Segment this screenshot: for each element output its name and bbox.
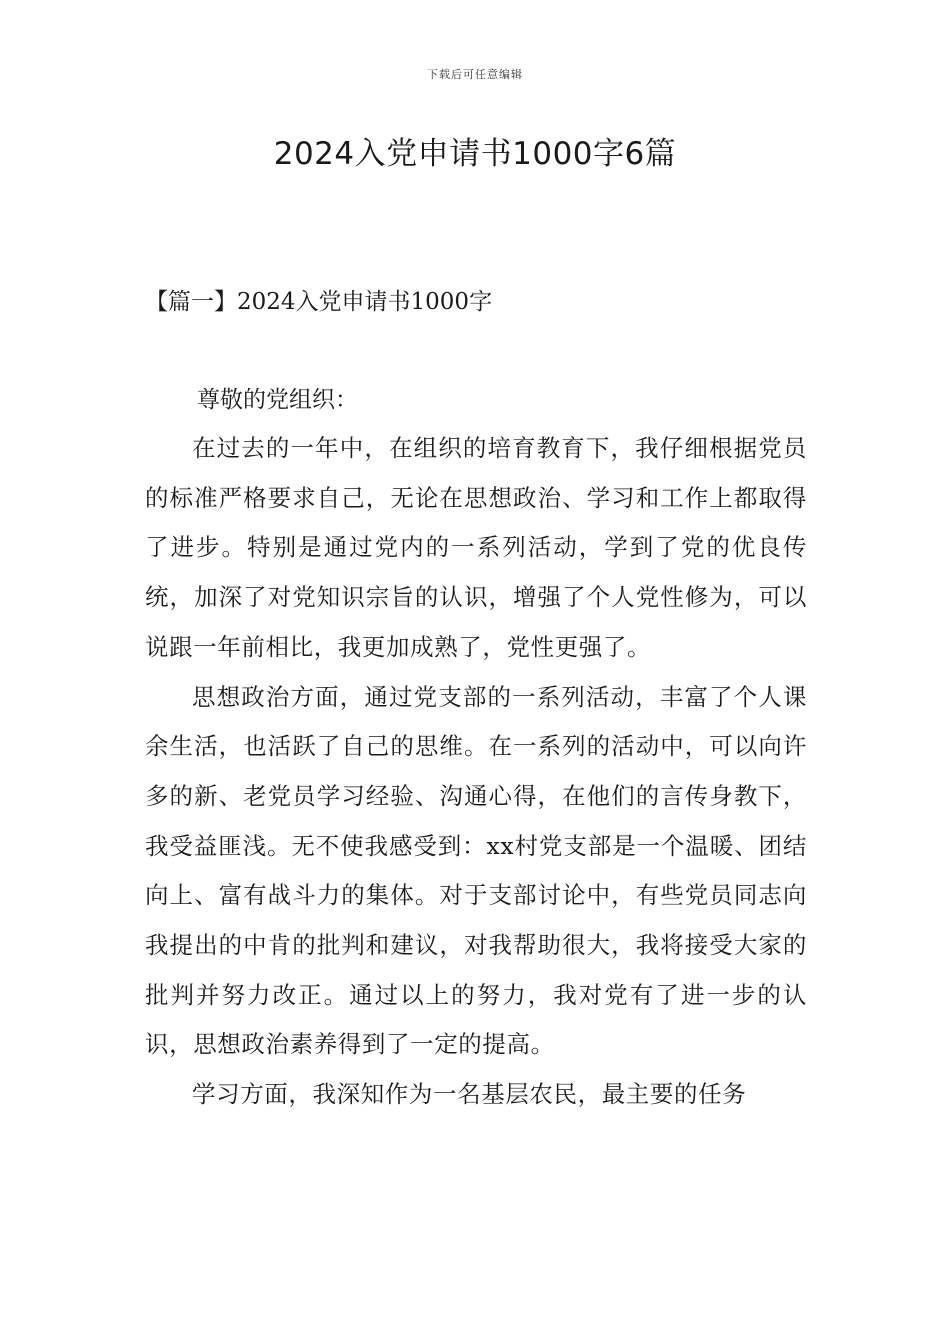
paragraph-2: 思想政治方面，通过党支部的一系列活动，丰富了个人课余生活，也活跃了自己的思维。在一系列的活动中，可以向许多的新、老党员学习经验、沟通心得，在他们的言传身教下，我受益匪浅。无不使我感受到：xx村党支部是一个温暖、团结向上、富有战斗力的集体。对于支部讨论中，有些党员同志向我提出的中肯的批判和建议，对我帮助很大，我将接受大家的批判并努力改正。通过以上的努力，我对党有了进一步的认识，思想政治素养得到了一定的提高。: [145, 682, 807, 1059]
header-note: 下载后可任意编辑: [427, 68, 523, 81]
body-text: [145, 424, 807, 1120]
paragraph-3: 学习方面，我深知作为一名基层农民，最主要的任务: [192, 1080, 747, 1109]
salutation: 尊敬的党组织：: [197, 387, 358, 413]
document-title: 2024入党申请书1000字6篇: [273, 136, 677, 172]
section-heading: 【篇一】2024入党申请书1000字: [145, 289, 493, 315]
paragraph-1: 在过去的一年中，在组织的培育教育下，我仔细根据党员的标准严格要求自己，无论在思想政治、学习和工作上都取得了进步。特别是通过党内的一系列活动，学到了党的优良传统，加深了对党知识宗旨的认识，增强了个人党性修为，可以说跟一年前相比，我更加成熟了，党性更强了。: [145, 434, 807, 661]
